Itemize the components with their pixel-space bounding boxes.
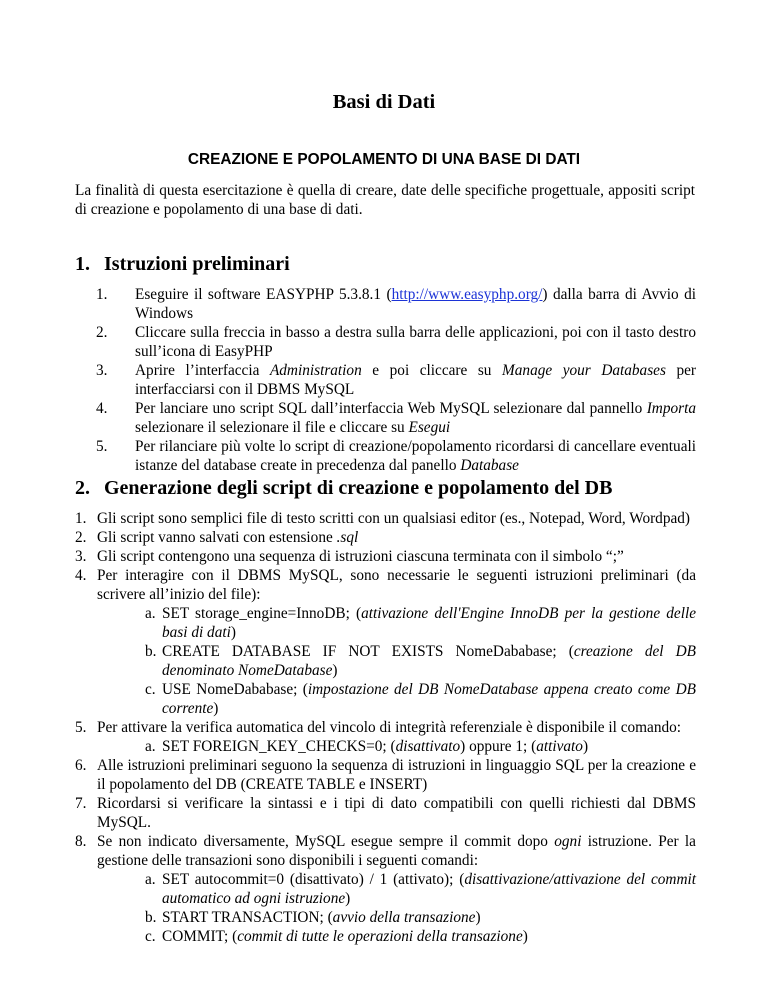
document-subtitle: CREAZIONE E POPOLAMENTO DI UNA BASE DI DATI xyxy=(187,151,581,168)
sub-list-item: b. START TRANSACTION; (avvio della transazione) xyxy=(145,909,481,926)
list-item: 7. Ricordarsi si verificare la sintassi e i tipi di dato compatibili con quelli richiesti dal DBMS MySQL. xyxy=(75,795,696,831)
section-2-heading xyxy=(75,476,612,500)
list-item: 4. Per lanciare uno script SQL dall’interfaccia Web MySQL selezionare dal pannello Importa selezionare il selezionare il file e cliccare su Esegui xyxy=(96,400,696,436)
section-1-number: 1. xyxy=(75,253,90,275)
list-item: 3. Gli script contengono una sequenza di istruzioni ciascuna terminata con il simbolo “;” xyxy=(75,548,624,565)
section-1-title: Istruzioni preliminari xyxy=(104,253,290,275)
list-item: 8. Se non indicato diversamente, MySQL esegue sempre il commit dopo ogni istruzione. Per la gestione delle transazioni sono disponibili i seguenti comandi: xyxy=(75,833,696,869)
list-item: 1. Eseguire il software EASYPHP 5.3.8.1 (http://www.easyphp.org/) dalla barra di Avvio di Windows xyxy=(96,286,697,322)
list-item: 3. Aprire l’interfaccia Administration e poi cliccare su Manage your Databases per interfacciarsi con il DBMS MySQL xyxy=(96,362,696,398)
section-1-list xyxy=(96,285,696,475)
section-2-list xyxy=(75,509,696,946)
list-item: 2. Cliccare sulla freccia in basso a destra sulla barra delle applicazioni, poi con il tasto destro sull’icona di EasyPHP xyxy=(96,324,696,360)
list-item: 4. Per interagire con il DBMS MySQL, sono necessarie le seguenti istruzioni preliminari (da scrivere all’inizio del file): xyxy=(75,567,696,603)
sub-list-item: c. USE NomeDababase; (impostazione del DB NomeDatabase appena creato come DB corrente) xyxy=(145,681,696,717)
list-item: 6. Alle istruzioni preliminari seguono la sequenza di istruzioni in linguaggio SQL per la creazione e il popolamento del DB (CREATE TABLE e INSERT) xyxy=(75,757,696,793)
list-item: 5. Per rilanciare più volte lo script di creazione/popolamento ricordarsi di cancellare eventuali istanze del database create in precedenza dal panello Database xyxy=(96,438,696,474)
sub-list-item: b. CREATE DATABASE IF NOT EXISTS NomeDababase; (creazione del DB denominato NomeDatabase) xyxy=(145,643,697,679)
sub-list-item: a. SET storage_engine=InnoDB; (attivazione dell'Engine InnoDB per la gestione delle basi di dati) xyxy=(145,605,696,641)
document-title: Basi di Dati xyxy=(332,91,436,113)
section-1-heading xyxy=(75,252,290,276)
list-item: 5. Per attivare la verifica automatica del vincolo di integrità referenziale è disponibile il comando: xyxy=(75,719,682,736)
sub-list-item: a. SET autocommit=0 (disattivato) / 1 (attivato); (disattivazione/attivazione del commit automatico ad ogni istruzione) xyxy=(145,871,696,907)
list-item: 2. Gli script vanno salvati con estensione .sql xyxy=(75,529,359,546)
intro-paragraph: La finalità di questa esercitazione è quella di creare, date delle specifiche progettuale, appositi script di creazione e popolamento di una base di dati. xyxy=(75,182,695,218)
easyphp-link[interactable]: http://www.easyphp.org/ xyxy=(391,286,543,303)
sub-list-item: c. COMMIT; (commit di tutte le operazioni della transazione) xyxy=(145,928,528,945)
list-item: 1. Gli script sono semplici file di testo scritti con un qualsiasi editor (es., Notepad, Word, Wordpad) xyxy=(75,510,691,527)
section-2-number: 2. xyxy=(75,477,90,499)
section-2-title: Generazione degli script di creazione e popolamento del DB xyxy=(104,477,613,499)
sub-list-item: a. SET FOREIGN_KEY_CHECKS=0; (disattivato) oppure 1; (attivato) xyxy=(145,738,589,755)
